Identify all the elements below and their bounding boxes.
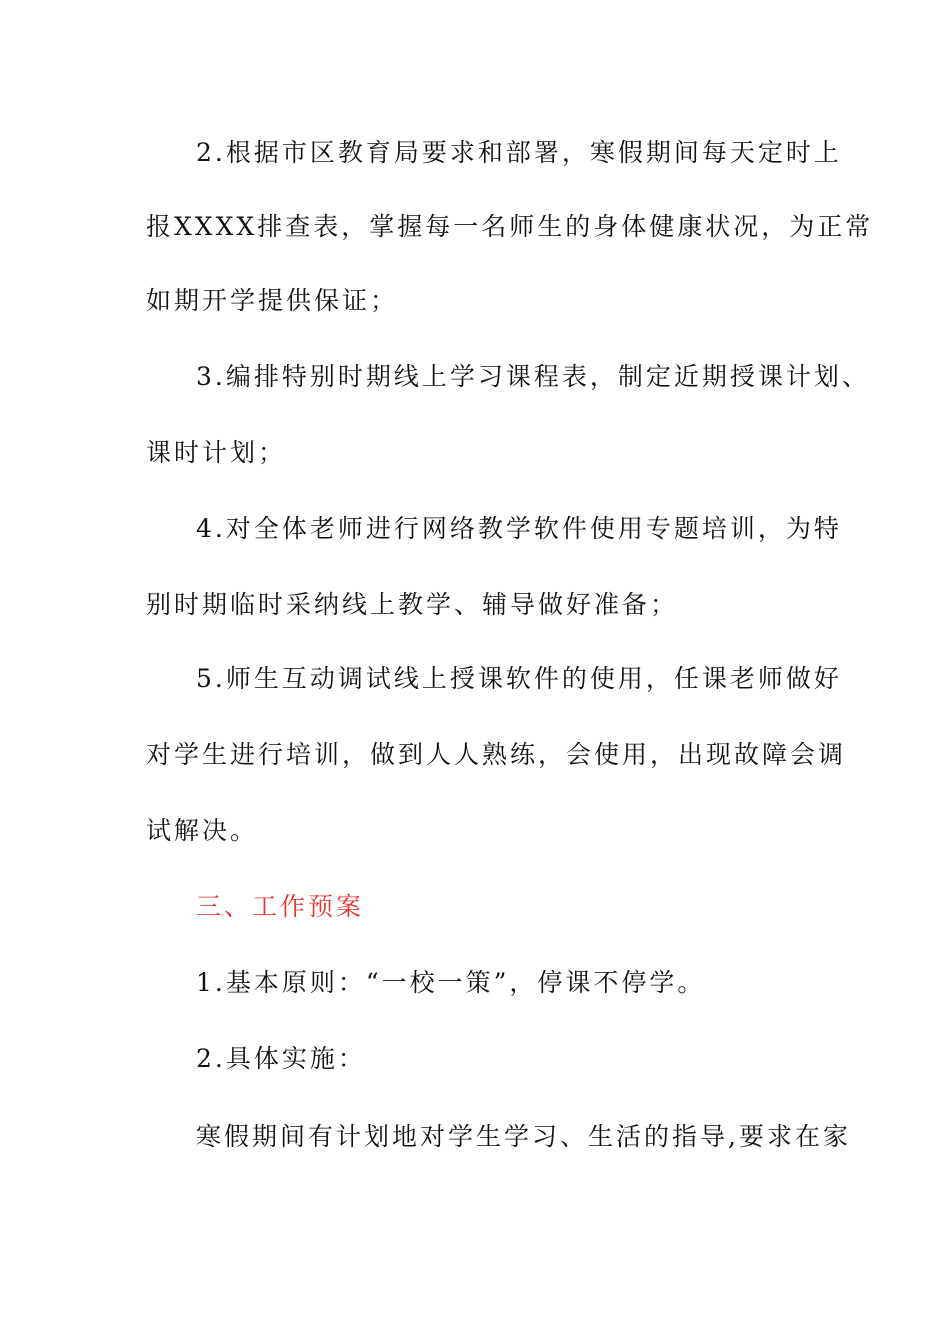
paragraph-line: 4.对全体老师进行网络教学软件使用专题培训，为特 bbox=[196, 514, 842, 543]
paragraph-line: 试解决。 bbox=[146, 816, 259, 845]
paragraph-line: 寒假期间有计划地对学生学习、生活的指导,要求在家 bbox=[196, 1122, 851, 1151]
paragraph-line: 如期开学提供保证； bbox=[146, 286, 399, 315]
paragraph-line: 课时计划； bbox=[146, 438, 287, 467]
paragraph-line: 2.具体实施： bbox=[196, 1044, 366, 1073]
paragraph-line: 对学生进行培训，做到人人熟练，会使用，出现故障会调 bbox=[146, 740, 847, 769]
section-heading: 三、工作预案 bbox=[196, 892, 365, 921]
paragraph-line: 报XXXX排查表，掌握每一名师生的身体健康状况，为正常 bbox=[146, 212, 874, 241]
paragraph-line: 3.编排特别时期线上学习课程表，制定近期授课计划、 bbox=[196, 362, 870, 391]
paragraph-line: 别时期临时采纳线上教学、辅导做好准备； bbox=[146, 590, 679, 619]
paragraph-line: 1.基本原则：“一校一策”，停课不停学。 bbox=[196, 968, 706, 997]
paragraph-line: 2.根据市区教育局要求和部署，寒假期间每天定时上 bbox=[196, 138, 842, 167]
paragraph-line: 5.师生互动调试线上授课软件的使用，任课老师做好 bbox=[196, 664, 842, 693]
